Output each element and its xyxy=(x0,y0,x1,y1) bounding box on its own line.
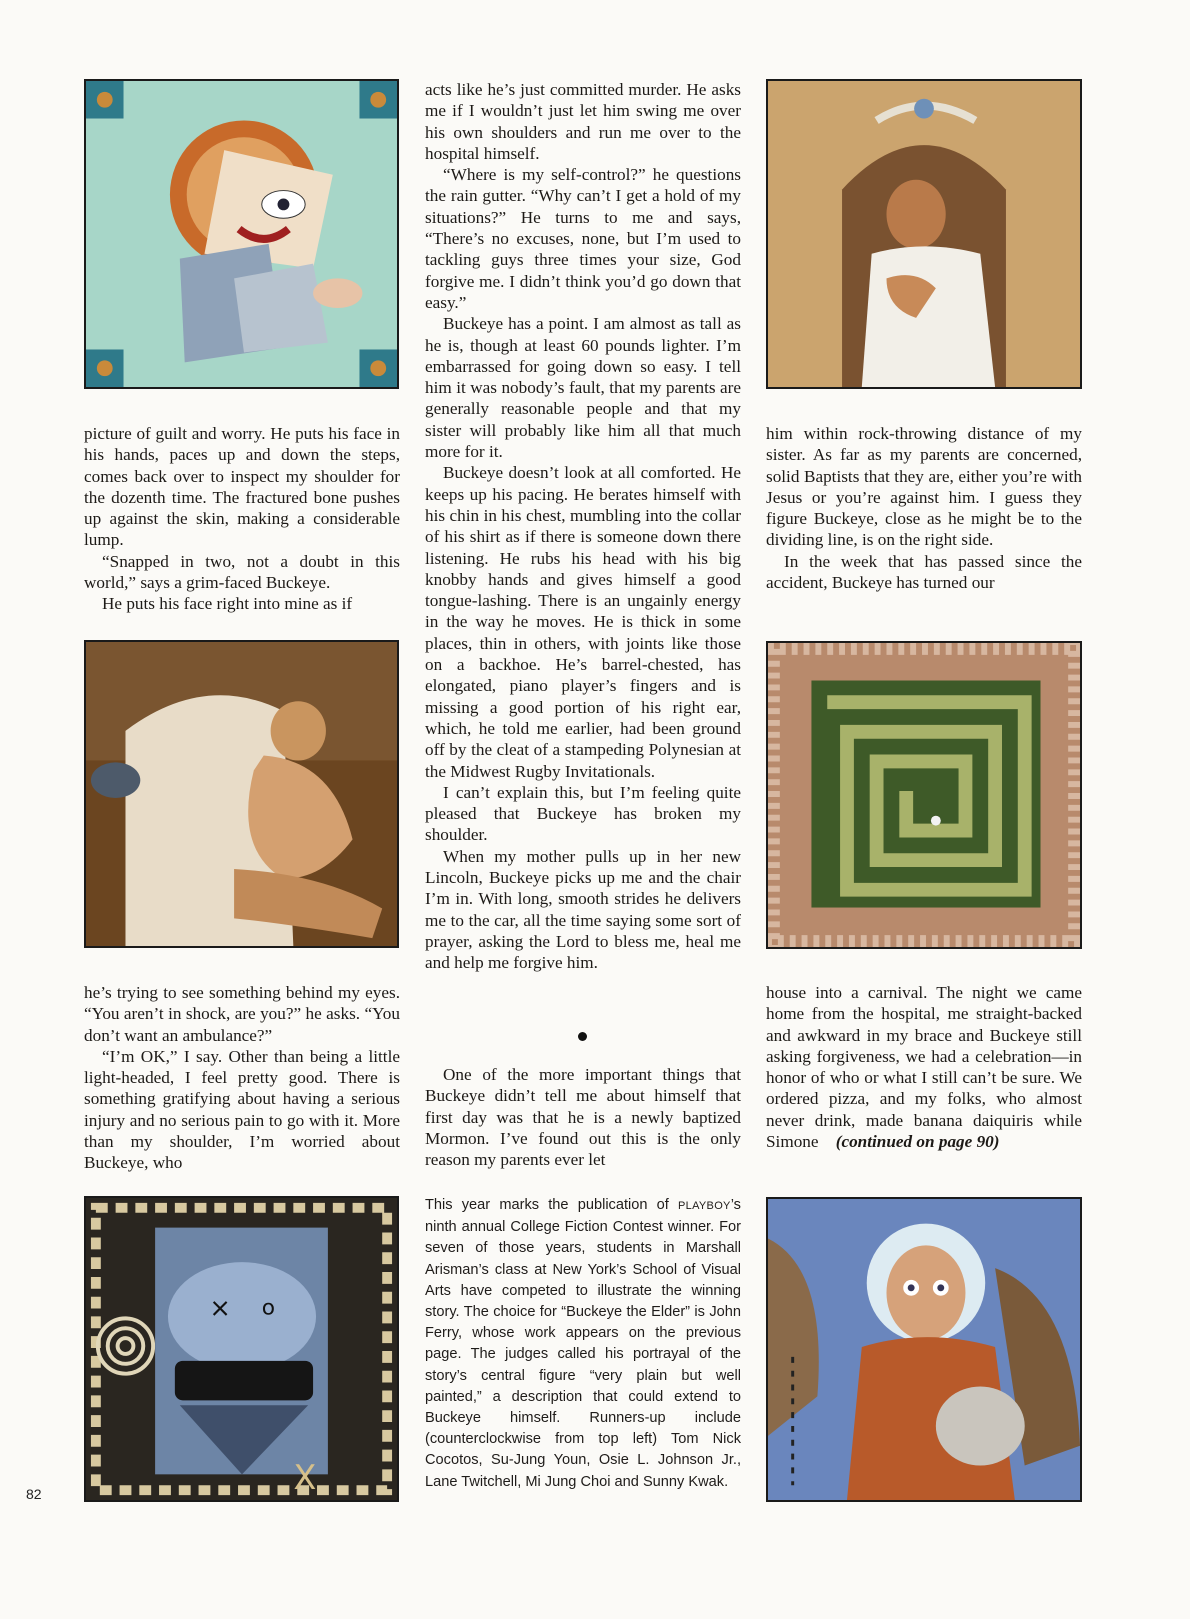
paragraph: When my mother pulls up in her new Lincoln, Buckeye picks up me and the chair I’m in. With long, smooth strides he delivers me to the car, all the time saying some sort of prayer, asking the Lord to bless me, heal me and help me forgive him. xyxy=(425,846,741,973)
playboy-brand: PLAYBOY xyxy=(678,1200,731,1212)
contest-sidebar-note xyxy=(425,1195,741,1493)
illustration-man-in-archway xyxy=(766,79,1082,389)
paragraph: One of the more important things that Buckeye didn’t tell me about himself that first day was that he is a newly baptized Mormon. I’ve found out this is the only reason my parents ever let xyxy=(425,1065,741,1170)
paragraph: Buckeye has a point. I am almost as tall as he is, though at least 60 pounds lighter. I’m embarrassed for going down so easy. I tell him it was nobody’s fault, that my parents are generally reasonable people and that my sister will probably like him all that much more for it. xyxy=(425,314,741,462)
col3-text-block-1 xyxy=(766,423,1082,593)
paragraph: “Where is my self-control?” he questions the rain gutter. “Why can’t I get a hold of my situations?” He turns to me and says, “There’s no excuses, none, but I’m used to tackling guys three times your size, God forgive me. I didn’t think you’d go down that easy.” xyxy=(425,165,741,312)
paragraph: he’s trying to see something behind my eyes. “You aren’t in shock, are you?” he asks. “You don’t want an ambulance?” xyxy=(84,983,400,1045)
col2-text-block-2 xyxy=(425,1064,741,1170)
page-number: 82 xyxy=(26,1486,42,1502)
svg-text:×: × xyxy=(209,1293,231,1324)
col1-text-block-1 xyxy=(84,423,400,615)
col2-text-block-1 xyxy=(425,79,741,973)
sidebar-text-rest: ’s ninth annual College Fiction Contest winner. For seven of those years, students in Marshall Arisman’s class at New York’s School of Visual Arts have competed to illustrate the winning story. The choice for “Buckeye the Elder” is John Ferry, whose work appears on the previous page. The judges called his portrayal of the story’s central figure “very plain but well painted,” a description that could extend to Buckeye himself. Runners-up include (counterclockwise from top left) Tom Nick Cocotos, Su-Jung Youn, Osie L. Johnson Jr., Lane Twitchell, Mi Jung Choi and Sunny Kwak. xyxy=(425,1197,741,1490)
col1-text-block-2 xyxy=(84,982,400,1174)
paragraph: acts like he’s just committed murder. He asks me if I wouldn’t just let him swing me over his own shoulders and run me over to the hospital himself. xyxy=(425,80,741,163)
paragraph: “I’m OK,” I say. Other than being a little light-headed, I feel pretty good. There is something gratifying about having a serious injury and no serious pain to go with it. More than my shoulder, I’m worried about Buckeye, who xyxy=(84,1046,400,1173)
paragraph: Buckeye doesn’t look at all comforted. He keeps up his pacing. He berates himself with his chin in his chest, mumbling into the collar of his shirt as if there is someone down there listening. He rubs his head with his big knobby hands and gives himself a good tongue-lashing. There is an ungainly energy in the way he moves. He is thick in some places, thin in others, with joints like those on a backhoe. He’s barrel-chested, has elongated, piano player’s fingers and is missing a good portion of his right ear, which, he told me earlier, had been ground off by the cleat of a stampeding Polynesian at the Midwest Rugby Invitationals. xyxy=(425,463,741,781)
paragraph: picture of guilt and worry. He puts his face in his hands, paces up and down the steps, comes back over to inspect my shoulder for the dozenth time. The fractured bone pushes up against the skin, making a considerable lump. xyxy=(84,424,400,550)
paragraph xyxy=(766,982,1082,1152)
paragraph: “Snapped in two, not a doubt in this world,” says a grim-faced Buckeye. xyxy=(84,551,400,593)
paragraph: I can’t explain this, but I’m feeling quite pleased that Buckeye has broken my shoulder. xyxy=(425,782,741,845)
illustration-angel xyxy=(766,1197,1082,1502)
illustration-collage-face xyxy=(84,79,399,389)
illustration-hedge-maze xyxy=(766,641,1082,949)
section-break-bullet xyxy=(578,1032,587,1041)
svg-text:X: X xyxy=(293,1458,317,1498)
paragraph: He puts his face right into mine as if xyxy=(102,594,353,614)
svg-text:o: o xyxy=(261,1295,276,1321)
col3-text-block-2 xyxy=(766,982,1082,1152)
illustration-man-on-chair xyxy=(84,640,399,948)
continued-note: (continued on page 90) xyxy=(835,1132,1000,1152)
sidebar-text-start: This year marks the publication of xyxy=(425,1197,669,1213)
illustration-xo-figures xyxy=(84,1196,399,1502)
paragraph-text: house into a carnival. The night we came home from the hospital, me straight-backed and awkward in my brace and Buckeye still asking forgiveness, we had a celebration—in honor of who or what I still can’t be sure. We ordered pizza, and my folks, who almost never drink, made banana daiquiris while Simone xyxy=(766,983,1082,1152)
paragraph: him within rock-throwing distance of my sister. As far as my parents are concerned, solid Baptists that they are, either you’re with Jesus or you’re against him. I guess they figure Buckeye, close as he might be to the dividing line, is on the right side. xyxy=(766,424,1082,550)
paragraph: In the week that has passed since the accident, Buckeye has turned our xyxy=(766,551,1082,593)
